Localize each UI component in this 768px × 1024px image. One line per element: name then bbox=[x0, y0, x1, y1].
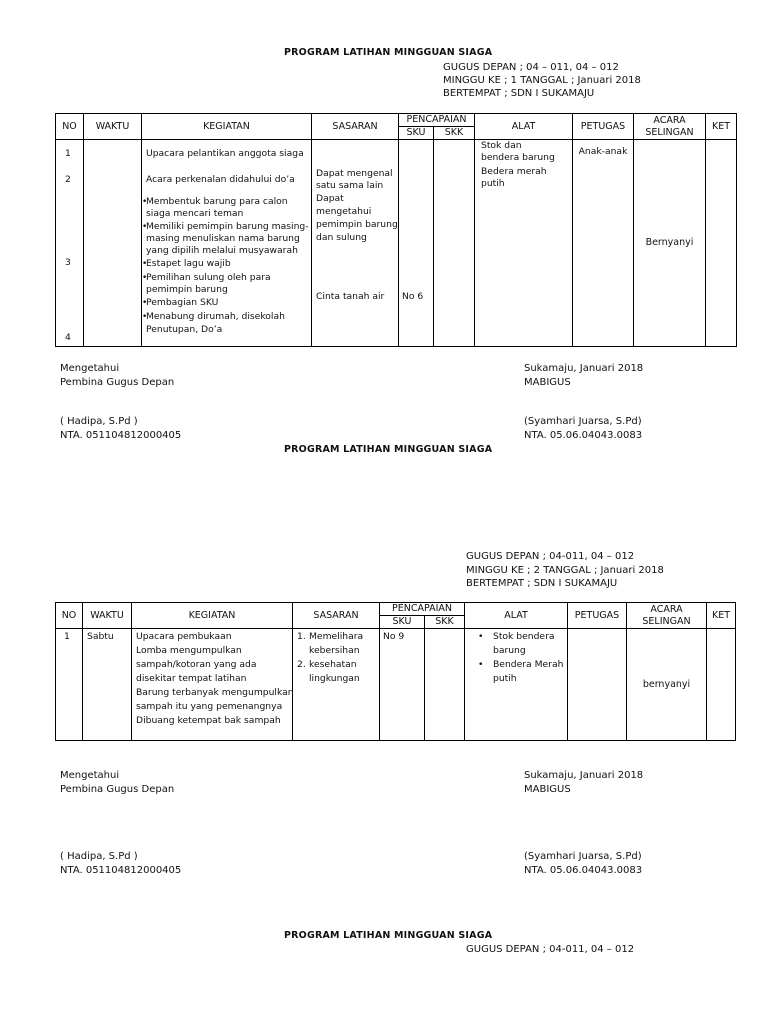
signer-right-nta: NTA. 05.06.04043.0083 bbox=[524, 430, 643, 441]
header-pencapaian: PENCAPAIAN bbox=[399, 114, 475, 127]
row-no-1: 1 bbox=[64, 631, 70, 642]
alat-line: Stok dan bbox=[481, 140, 522, 151]
header-kegiatan: KEGIATAN bbox=[142, 114, 312, 140]
header-petugas: PETUGAS bbox=[573, 114, 634, 140]
petugas-value: Anak-anak bbox=[578, 146, 628, 157]
acara-selingan-value: Bernyanyi bbox=[645, 237, 694, 248]
cell-waktu bbox=[83, 629, 132, 741]
kegiatan-line: siaga mencari teman bbox=[146, 208, 244, 219]
gugus-depan-3: GUGUS DEPAN ; 04-011, 04 – 012 bbox=[466, 944, 635, 955]
sasaran-line: Memelihara bbox=[309, 631, 364, 642]
pembina-label: Pembina Gugus Depan bbox=[60, 784, 175, 795]
sasaran-line: pemimpin barung bbox=[316, 219, 398, 230]
kegiatan-line: Upacara pelantikan anggota siaga bbox=[146, 148, 304, 159]
kegiatan-line: Pembagian SKU bbox=[146, 297, 219, 308]
kegiatan-line: Estapet lagu wajib bbox=[146, 258, 231, 269]
bullet-icon: • bbox=[478, 631, 484, 642]
kegiatan-line: Memiliki pemimpin barung masing- bbox=[146, 221, 309, 232]
cell-ket bbox=[706, 140, 737, 347]
header-sku: SKU bbox=[380, 616, 425, 629]
kegiatan-line: disekitar tempat latihan bbox=[136, 673, 247, 684]
cell-petugas bbox=[568, 629, 627, 741]
place-date: Sukamaju, Januari 2018 bbox=[524, 363, 644, 374]
sasaran-number: 1. bbox=[297, 631, 306, 642]
header-acara-line1: ACARA bbox=[650, 603, 683, 615]
signer-right-name: (Syamhari Juarsa, S.Pd) bbox=[524, 416, 642, 427]
row-no-2: 2 bbox=[65, 174, 71, 185]
acara-selingan-value: bernyanyi bbox=[642, 678, 691, 690]
header-ket: KET bbox=[707, 603, 736, 629]
header-no: NO bbox=[56, 603, 83, 629]
sku-value: No 6 bbox=[402, 291, 424, 302]
sasaran-number: 2. bbox=[297, 659, 306, 670]
header-alat: ALAT bbox=[465, 603, 568, 629]
cell-no bbox=[56, 140, 84, 347]
bullet-icon: • bbox=[142, 273, 148, 283]
header-sasaran: SASARAN bbox=[293, 603, 380, 629]
cell-sasaran bbox=[312, 140, 399, 347]
bullet-icon: • bbox=[142, 298, 148, 308]
sasaran-line: kebersihan bbox=[309, 645, 360, 656]
row-no-3: 3 bbox=[65, 257, 71, 268]
sasaran-line: Cinta tanah air bbox=[316, 291, 385, 302]
sasaran-line: kesehatan bbox=[309, 659, 357, 670]
signer-left-name: ( Hadipa, S.Pd ) bbox=[60, 416, 138, 427]
place-date: Sukamaju, Januari 2018 bbox=[524, 770, 644, 781]
header-pencapaian: PENCAPAIAN bbox=[380, 603, 465, 616]
header-waktu: WAKTU bbox=[83, 603, 132, 629]
cell-petugas bbox=[573, 140, 634, 347]
cell-acara-selingan bbox=[634, 140, 706, 347]
cell-waktu bbox=[84, 140, 142, 347]
header-sku: SKU bbox=[399, 127, 434, 140]
header-waktu: WAKTU bbox=[84, 114, 142, 140]
bullet-icon: • bbox=[478, 659, 484, 670]
minggu-ke-2: MINGGU KE ; 2 TANGGAL ; Januari 2018 bbox=[466, 565, 664, 576]
schedule-table-2 bbox=[55, 602, 736, 741]
mabigus-label: MABIGUS bbox=[524, 377, 571, 388]
program-title-3: PROGRAM LATIHAN MINGGUAN SIAGA bbox=[284, 930, 493, 941]
alat-line: Bendera Merah bbox=[493, 659, 564, 670]
kegiatan-line: Lomba mengumpulkan bbox=[136, 645, 242, 656]
bertempat-2: BERTEMPAT ; SDN I SUKAMAJU bbox=[466, 578, 618, 589]
kegiatan-line: sampah/kotoran yang ada bbox=[136, 659, 257, 670]
cell-skk bbox=[434, 140, 475, 347]
header-no: NO bbox=[56, 114, 84, 140]
header-acara-selingan bbox=[634, 114, 706, 140]
alat-line: putih bbox=[493, 673, 517, 684]
kegiatan-line: Acara perkenalan didahului do’a bbox=[146, 174, 295, 185]
mengetahui-label: Mengetahui bbox=[60, 770, 120, 781]
pembina-label: Pembina Gugus Depan bbox=[60, 377, 175, 388]
bullet-icon: • bbox=[142, 222, 148, 232]
kegiatan-line: Upacara pembukaan bbox=[136, 631, 232, 642]
gugus-depan-1: GUGUS DEPAN ; 04 – 011, 04 – 012 bbox=[443, 62, 619, 73]
header-acara-line1: ACARA bbox=[653, 114, 686, 126]
sasaran-line: satu sama lain bbox=[316, 180, 384, 191]
sasaran-line: mengetahui bbox=[316, 206, 372, 217]
program-title-1: PROGRAM LATIHAN MINGGUAN SIAGA bbox=[284, 47, 493, 58]
sku-value: No 9 bbox=[383, 631, 405, 642]
sasaran-line: dan sulung bbox=[316, 232, 367, 243]
cell-skk bbox=[425, 629, 465, 741]
header-alat: ALAT bbox=[475, 114, 573, 140]
row-no-4: 4 bbox=[65, 332, 71, 343]
alat-line: barung bbox=[493, 645, 526, 656]
kegiatan-line: masing menuliskan nama barung bbox=[146, 233, 300, 244]
signer-left-nta: NTA. 051104812000405 bbox=[60, 865, 182, 876]
bullet-icon: • bbox=[142, 312, 148, 322]
kegiatan-line: Penutupan, Do’a bbox=[146, 324, 223, 335]
signer-left-nta: NTA. 051104812000405 bbox=[60, 430, 182, 441]
waktu-value: Sabtu bbox=[87, 631, 114, 642]
bullet-icon: • bbox=[142, 197, 148, 207]
signer-right-nta: NTA. 05.06.04043.0083 bbox=[524, 865, 643, 876]
alat-line: putih bbox=[481, 178, 505, 189]
kegiatan-line: yang dipilih melalui musyawarah bbox=[146, 245, 298, 256]
alat-line: Stok bendera bbox=[493, 631, 555, 642]
header-acara-selingan bbox=[627, 603, 707, 629]
mengetahui-label: Mengetahui bbox=[60, 363, 120, 374]
cell-kegiatan bbox=[132, 629, 293, 741]
cell-alat bbox=[475, 140, 573, 347]
bullet-icon: • bbox=[142, 259, 148, 269]
bertempat-1: BERTEMPAT ; SDN I SUKAMAJU bbox=[443, 88, 595, 99]
signer-left-name: ( Hadipa, S.Pd ) bbox=[60, 851, 138, 862]
schedule-table-1 bbox=[55, 113, 737, 347]
cell-sku bbox=[380, 629, 425, 741]
kegiatan-line: Barung terbanyak mengumpulkan bbox=[136, 687, 294, 698]
signer-right-name: (Syamhari Juarsa, S.Pd) bbox=[524, 851, 642, 862]
kegiatan-line: Pemilihan sulung oleh para bbox=[146, 272, 271, 283]
sasaran-line: lingkungan bbox=[309, 673, 360, 684]
kegiatan-line: Membentuk barung para calon bbox=[146, 196, 288, 207]
cell-ket bbox=[707, 629, 736, 741]
kegiatan-line: pemimpin barung bbox=[146, 284, 228, 295]
sasaran-line: Dapat mengenal bbox=[316, 168, 393, 179]
cell-kegiatan bbox=[142, 140, 312, 347]
kegiatan-line: Dibuang ketempat bak sampah bbox=[136, 715, 281, 726]
kegiatan-line: Menabung dirumah, disekolah bbox=[146, 311, 285, 322]
program-title-2: PROGRAM LATIHAN MINGGUAN SIAGA bbox=[284, 444, 493, 455]
cell-sku bbox=[399, 140, 434, 347]
cell-sasaran bbox=[293, 629, 380, 741]
header-kegiatan: KEGIATAN bbox=[132, 603, 293, 629]
sasaran-line: Dapat bbox=[316, 193, 344, 204]
row-no-1: 1 bbox=[65, 148, 71, 159]
cell-alat bbox=[465, 629, 568, 741]
header-ket: KET bbox=[706, 114, 737, 140]
gugus-depan-2: GUGUS DEPAN ; 04-011, 04 – 012 bbox=[466, 551, 635, 562]
header-sasaran: SASARAN bbox=[312, 114, 399, 140]
cell-no bbox=[56, 629, 83, 741]
minggu-ke-1: MINGGU KE ; 1 TANGGAL ; Januari 2018 bbox=[443, 75, 641, 86]
mabigus-label: MABIGUS bbox=[524, 784, 571, 795]
alat-line: Bedera merah bbox=[481, 166, 547, 177]
header-petugas: PETUGAS bbox=[568, 603, 627, 629]
cell-acara-selingan bbox=[627, 629, 707, 741]
alat-line: bendera barung bbox=[481, 152, 555, 163]
header-acara-line2: SELINGAN bbox=[642, 615, 691, 627]
header-skk: SKK bbox=[425, 616, 465, 629]
kegiatan-line: sampah itu yang pemenangnya bbox=[136, 701, 283, 712]
header-acara-line2: SELINGAN bbox=[645, 126, 694, 138]
header-skk: SKK bbox=[434, 127, 475, 140]
